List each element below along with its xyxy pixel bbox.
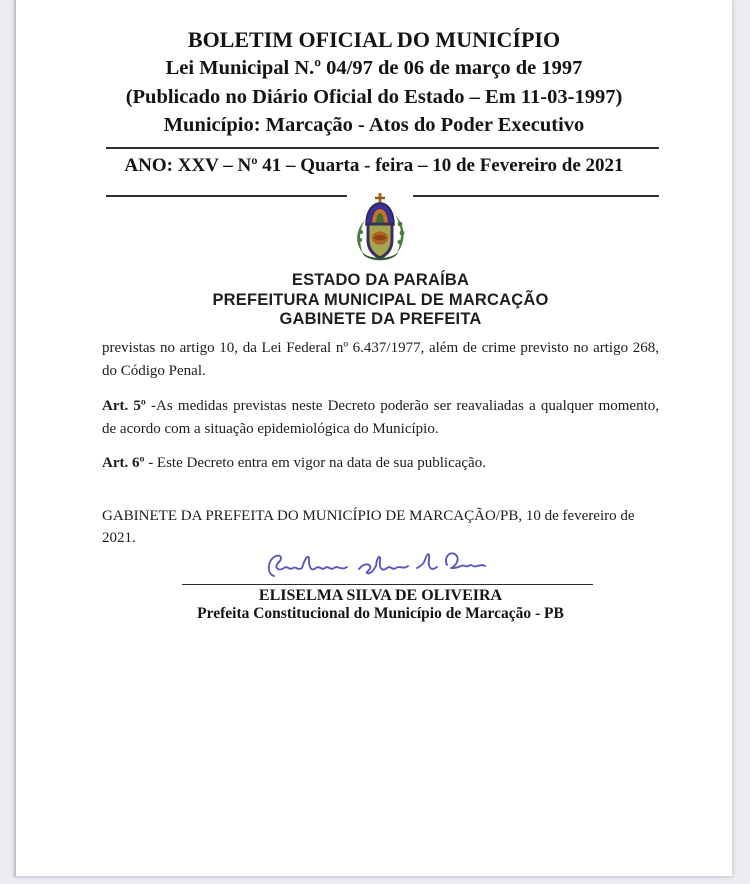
edition-line: ANO: XXV – Nº 41 – Quarta - feira – 10 de Fevereiro de 2021 xyxy=(124,155,624,176)
institution-state: ESTADO DA PARAÍBA xyxy=(291,271,470,289)
institution-office: GABINETE DA PREFEITA xyxy=(279,310,482,328)
separator-line-top xyxy=(106,147,659,149)
article-5-label: Art. 5º xyxy=(102,398,146,414)
article-6-text: - Este Decreto entra em vigor na data de sua publicação. xyxy=(144,455,486,471)
bulletin-law-line: Lei Municipal N.º 04/97 de 06 de março de 1997 xyxy=(165,57,583,79)
document-page xyxy=(14,0,733,876)
coat-of-arms-icon xyxy=(347,188,413,269)
closing-paragraph: GABINETE DA PREFEITA DO MUNICÍPIO DE MARCAÇÃO/PB, 10 de fevereiro de 2021. xyxy=(102,507,635,546)
institution-block xyxy=(102,271,659,330)
article-5-text: -As medidas previstas neste Decreto poderão ser reavaliadas a qualquer momento, de acordo com a situação epidemiológica do Município. xyxy=(102,398,659,437)
handwritten-signature xyxy=(264,545,488,585)
signer-name: ELISELMA SILVA DE OLIVEIRA xyxy=(258,587,503,604)
document-body xyxy=(102,337,659,550)
bulletin-header xyxy=(76,25,672,140)
article-5-paragraph xyxy=(102,395,659,440)
bulletin-published-line: (Publicado no Diário Oficial do Estado – Em 11-03-1997) xyxy=(125,85,623,108)
article-6-label: Art. 6º xyxy=(102,455,145,471)
bulletin-title: BOLETIM OFICIAL DO MUNICÍPIO xyxy=(187,27,561,52)
body-paragraph-continuation: previstas no artigo 10, da Lei Federal nº 6.437/1977, além de crime previsto no artigo 268, do Código Penal. xyxy=(102,340,659,379)
bulletin-municipality-line: Município: Marcação - Atos do Poder Executivo xyxy=(163,114,585,137)
institution-prefecture: PREFEITURA MUNICIPAL DE MARCAÇÃO xyxy=(212,290,549,309)
article-6-paragraph xyxy=(102,452,659,475)
signer-title: Prefeita Constitucional do Município de Marcação - PB xyxy=(197,605,564,622)
